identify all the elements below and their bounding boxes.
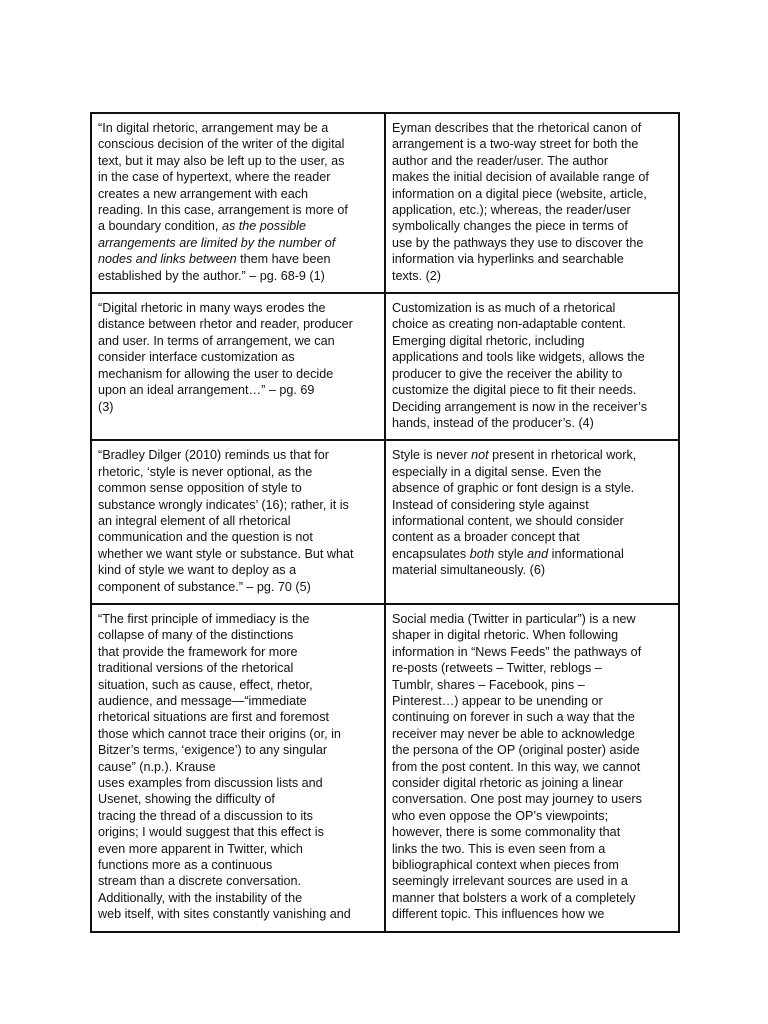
table-row (91, 440, 679, 604)
quote-cell (91, 113, 385, 293)
response-text: Customization is as much of a rhetorical choice as creating non-adaptable content. Emerging digital rhetoric, including applications and tools like widgets, allows the producer to give the receiver the ability to customize the digital piece to fit their needs. Deciding arrangement is now in the receiver’s hands, instead of the producer’s. (4) (392, 301, 648, 430)
response-text: Style is never not present in rhetorical work, especially in a digital sense. Even the absence of graphic or font design is a style. Instead of considering style against informational content, we should consider content as a broader concept that encapsulates both style and informational material simultaneously. (6) (392, 448, 637, 578)
response-cell (385, 293, 679, 440)
response-text: Eyman describes that the rhetorical canon of arrangement is a two-way street for both the author and the reader/user. The author makes the initial decision of available range of information on a digital piece (website, article, application, etc.); whereas, the reader/user symbolically changes the piece in terms of use by the pathways they use to discover the information via hyperlinks and searchable texts. (2) (392, 121, 649, 283)
quote-cell (91, 604, 385, 932)
response-cell (385, 113, 679, 293)
quote-cell (91, 440, 385, 604)
table-row (91, 604, 679, 932)
quote-text: “In digital rhetoric, arrangement may be a conscious decision of the writer of the digital text, but it may also be left up to the user, as in the case of hypertext, where the reader creates a new arrangement with each reading. In this case, arrangement is more of a boundary condition, as the possible arrangements are limited by the number of nodes and links between them have been established by the author.” – pg. 68-9 (1) (98, 121, 348, 283)
quote-text: “Bradley Dilger (2010) reminds us that for rhetoric, ‘style is never optional, as the common sense opposition of style to substance wrongly indicates’ (16); rather, it is an integral element of all rhetorical communication and the question is not whether we want style or substance. But what kind of style we want to deploy as a component of substance.” – pg. 70 (5) (98, 448, 354, 594)
quote-cell (91, 293, 385, 440)
quote-text: “The first principle of immediacy is the collapse of many of the distinctions that provide the framework for more traditional versions of the rhetorical situation, such as cause, effect, rhetor, audience, and message—“immediate rhetorical situations are first and foremost those which cannot trace their origins (or, in Bitzer’s terms, ‘exigence’) to any singular cause” (n.p.). Krause uses examples from discussion lists and Usenet, showing the difficulty of tracing the thread of a discussion to its origins; I would suggest that this effect is even more apparent in Twitter, which functions more as a continuous stream than a discrete conversation. Additionally, with the instability of the web itself, with sites constantly vanishing and (98, 611, 351, 922)
table-row (91, 113, 679, 293)
response-cell (385, 604, 679, 932)
notes-table (90, 112, 680, 933)
table-row (91, 293, 679, 440)
quote-text: “Digital rhetoric in many ways erodes the distance between rhetor and reader, producer and user. In terms of arrangement, we can consider interface customization as mechanism for allowing the user to decide upon an ideal arrangement…” – pg. 69 (3) (98, 301, 353, 414)
response-cell (385, 440, 679, 604)
response-text: Social media (Twitter in particular”) is a new shaper in digital rhetoric. When following information in “News Feeds” the pathways of re-posts (retweets – Twitter, reblogs – Tumblr, shares – Facebook, pins – Pinterest…) appear to be unending or continuing on forever in such a way that the receiver may never be able to acknowledge the persona of the OP (original poster) aside from the post content. In this way, we cannot consider digital rhetoric as joining a linear conversation. One post may journey to users who even oppose the OP’s viewpoints; however, there is some commonality that links the two. This is even seen from a bibliographical context when pieces from seemingly irrelevant sources are used in a manner that bolsters a work of a completely different topic. This influences how we (392, 611, 642, 922)
